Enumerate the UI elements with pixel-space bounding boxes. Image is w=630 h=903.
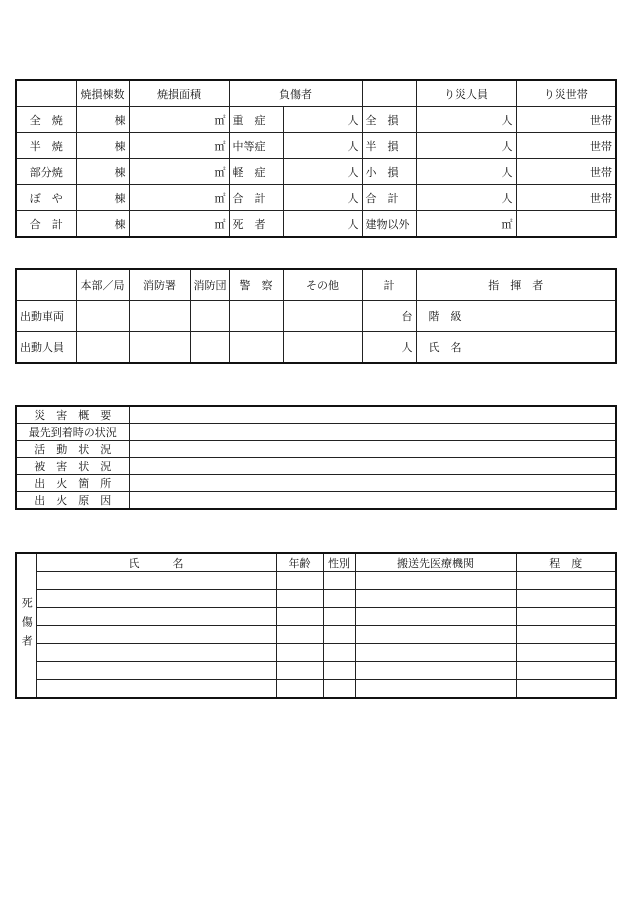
header-other: その他 (283, 269, 362, 301)
overview-value (129, 406, 616, 424)
casualty-row (16, 626, 616, 644)
header-hospital: 搬送先医療機関 (355, 553, 516, 572)
loss-unit: 人 (416, 185, 516, 211)
cell-blank (129, 301, 190, 332)
total-unit: 人 (362, 332, 416, 364)
loss-unit: 人 (416, 107, 516, 133)
dispatch-row-personnel (16, 332, 616, 364)
casualty-row (16, 680, 616, 699)
overview-label: 最先到着時の状況 (16, 424, 129, 441)
dispatch-header-row (16, 269, 616, 301)
damage-row (16, 185, 616, 211)
overview-value (129, 424, 616, 441)
header-affected-households: り災世帯 (516, 80, 616, 107)
bldg-unit: 棟 (76, 107, 129, 133)
header-fire-station: 消防署 (129, 269, 190, 301)
commander-name-label: 氏 名 (416, 332, 616, 364)
damage-table (15, 79, 617, 238)
bldg-unit: 棟 (76, 211, 129, 238)
row-label: ぼ や (16, 185, 76, 211)
row-label: 全 焼 (16, 107, 76, 133)
area-unit: ㎡ (129, 211, 229, 238)
row-label: 出動人員 (16, 332, 76, 364)
row-label: 部分焼 (16, 159, 76, 185)
household-unit (516, 211, 616, 238)
cell-blank (76, 332, 129, 364)
header-sex: 性別 (323, 553, 355, 572)
overview-label: 出 火 箇 所 (16, 475, 129, 492)
cell-blank (129, 332, 190, 364)
overview-label: 出 火 原 因 (16, 492, 129, 510)
overview-value (129, 458, 616, 475)
casualty-row (16, 608, 616, 626)
overview-table (15, 405, 617, 510)
damage-row (16, 133, 616, 159)
casualty-table (15, 552, 617, 699)
injury-unit: 人 (283, 107, 362, 133)
damage-row (16, 107, 616, 133)
cell-blank (190, 332, 229, 364)
overview-row (16, 458, 616, 475)
header-blank-2 (362, 80, 416, 107)
injury-unit: 人 (283, 159, 362, 185)
cell-blank (76, 301, 129, 332)
loss-label: 合 計 (362, 185, 416, 211)
household-unit: 世帯 (516, 133, 616, 159)
header-name: 氏 名 (36, 553, 276, 572)
damage-header-row (16, 80, 616, 107)
header-total: 計 (362, 269, 416, 301)
injury-unit: 人 (283, 185, 362, 211)
cell-blank (283, 301, 362, 332)
bldg-unit: 棟 (76, 133, 129, 159)
commander-rank-label: 階 級 (416, 301, 616, 332)
area-unit: ㎡ (129, 133, 229, 159)
loss-unit: 人 (416, 159, 516, 185)
casualty-row (16, 644, 616, 662)
dispatch-row-vehicles (16, 301, 616, 332)
header-blank (16, 269, 76, 301)
injury-unit: 人 (283, 211, 362, 238)
header-fire-brigade: 消防団 (190, 269, 229, 301)
casualty-side-label: 死傷者 (16, 553, 36, 698)
overview-row (16, 492, 616, 510)
loss-unit: ㎡ (416, 211, 516, 238)
bldg-unit: 棟 (76, 185, 129, 211)
header-blank (16, 80, 76, 107)
overview-row (16, 406, 616, 424)
header-burned-area: 焼損面積 (129, 80, 229, 107)
overview-value (129, 475, 616, 492)
overview-row (16, 424, 616, 441)
injury-unit: 人 (283, 133, 362, 159)
loss-label: 全 損 (362, 107, 416, 133)
cell-blank (190, 301, 229, 332)
row-label: 合 計 (16, 211, 76, 238)
injury-label: 合 計 (229, 185, 283, 211)
overview-row (16, 475, 616, 492)
loss-label: 建物以外 (362, 211, 416, 238)
household-unit: 世帯 (516, 107, 616, 133)
injury-label: 中等症 (229, 133, 283, 159)
overview-row (16, 441, 616, 458)
area-unit: ㎡ (129, 185, 229, 211)
area-unit: ㎡ (129, 159, 229, 185)
loss-label: 半 損 (362, 133, 416, 159)
damage-row (16, 211, 616, 238)
row-label: 半 焼 (16, 133, 76, 159)
injury-label: 死 者 (229, 211, 283, 238)
header-police: 警 察 (229, 269, 283, 301)
casualty-row (16, 572, 616, 590)
casualty-row (16, 662, 616, 680)
household-unit: 世帯 (516, 159, 616, 185)
header-age: 年齢 (276, 553, 323, 572)
cell-blank (229, 332, 283, 364)
header-injured: 負傷者 (229, 80, 362, 107)
cell-blank (283, 332, 362, 364)
header-commander: 指 揮 者 (416, 269, 616, 301)
dispatch-table (15, 268, 617, 364)
damage-row (16, 159, 616, 185)
overview-label: 被 害 状 況 (16, 458, 129, 475)
header-severity: 程 度 (516, 553, 616, 572)
household-unit: 世帯 (516, 185, 616, 211)
injury-label: 重 症 (229, 107, 283, 133)
casualty-row (16, 590, 616, 608)
overview-value (129, 492, 616, 510)
total-unit: 台 (362, 301, 416, 332)
header-burned-buildings: 焼損棟数 (76, 80, 129, 107)
cell-blank (229, 301, 283, 332)
overview-label: 災 害 概 要 (16, 406, 129, 424)
injury-label: 軽 症 (229, 159, 283, 185)
bldg-unit: 棟 (76, 159, 129, 185)
overview-value (129, 441, 616, 458)
overview-label: 活 動 状 況 (16, 441, 129, 458)
header-affected-persons: り災人員 (416, 80, 516, 107)
loss-label: 小 損 (362, 159, 416, 185)
area-unit: ㎡ (129, 107, 229, 133)
casualty-header-row (16, 553, 616, 572)
header-headquarters: 本部／局 (76, 269, 129, 301)
loss-unit: 人 (416, 133, 516, 159)
row-label: 出動車両 (16, 301, 76, 332)
